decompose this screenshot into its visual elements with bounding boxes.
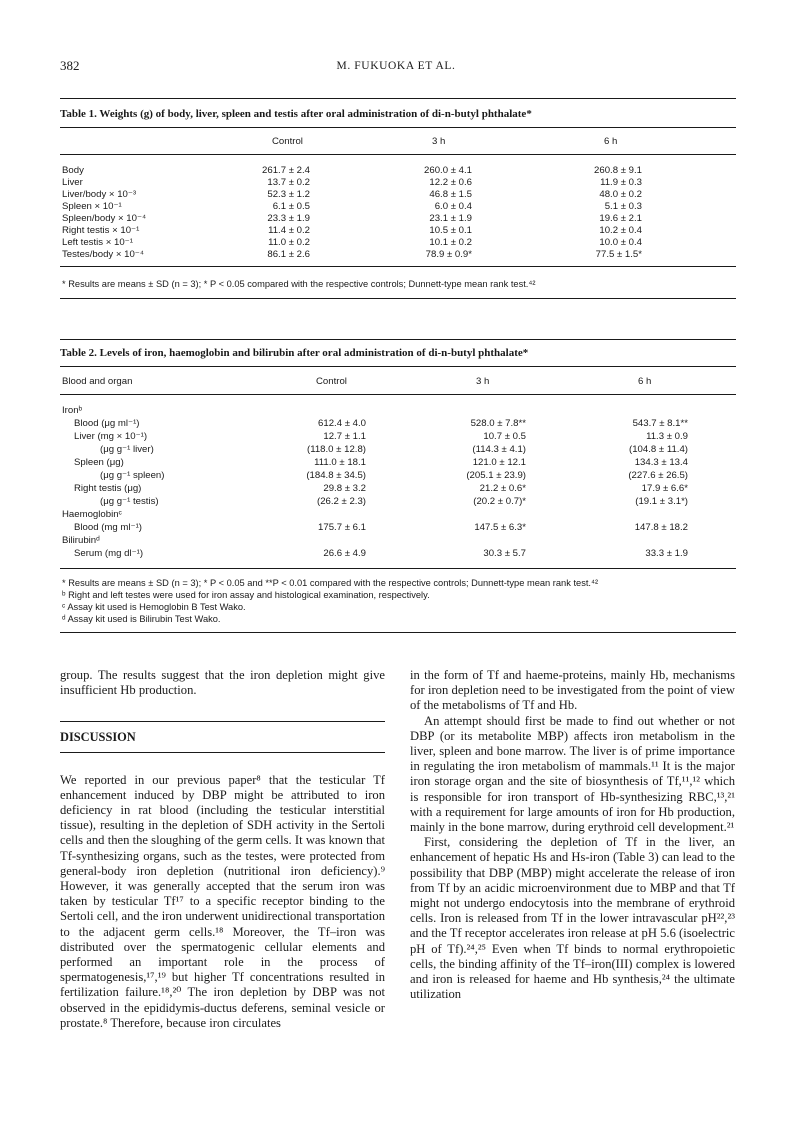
cell-3h: 260.0 ± 4.1 — [424, 165, 472, 176]
table1-body — [60, 165, 736, 261]
cell-6h: 48.0 ± 0.2 — [599, 189, 642, 200]
table2-caption-rule — [60, 366, 736, 367]
table1-caption-rule — [60, 127, 736, 128]
table-row — [60, 443, 736, 456]
table2-footnote-b: ᵇ Right and left testes were used for iron assay and histological examination, respectively. — [62, 590, 430, 600]
table2-top-rule — [60, 339, 736, 340]
row-label: Body — [62, 165, 84, 176]
table-row — [60, 225, 736, 237]
paragraph: We reported in our previous paper⁸ that the testicular Tf enhancement induced by DBP might be attributed to iron deficiency in rat blood (including the testicular interstitial tissue), resulting in the depletion of SDH activity in the Sertoli cells and then the sloughing of the germ cells. It was known that Tf-synthesizing organs, such as the testes, were protected from general-body iron depletion (nutritional iron deficiency).⁹ However, it was generally accepted that the serum iron was taken by testicular Tf¹⁷ to a specific receptor binding to the Sertoli cell, and the iron underwent unidirectional transportation to the adjacent germ cells.¹⁸ Moreover, the Tf–iron was distributed over the spermatogenic cellular elements and performed an important role in the process of spermatogenesis,¹⁷,¹⁹ but higher Tf concentrations resulted in fertilization failure.¹⁸,²⁰ The iron depletion by DBP was not observed in the epididymis-ductus deferens, seminal vesicle or prostate.⁸ Therefore, because iron circulates — [60, 772, 385, 1030]
cell-6h: 260.8 ± 9.1 — [594, 165, 642, 176]
cell-control: 612.4 ± 4.0 — [318, 418, 366, 429]
table1-top-rule — [60, 98, 736, 99]
cell-3h: 23.1 ± 1.9 — [429, 213, 472, 224]
cell-3h: 46.8 ± 1.5 — [429, 189, 472, 200]
table2-footnote-d: ᵈ Assay kit used is Bilirubin Test Wako. — [62, 614, 221, 624]
cell-6h: 19.6 ± 2.1 — [599, 213, 642, 224]
row-label: Blood (μg ml⁻¹) — [74, 418, 140, 429]
cell-3h: 10.1 ± 0.2 — [429, 237, 472, 248]
cell-control: 29.8 ± 3.2 — [323, 483, 366, 494]
cell-3h: 147.5 ± 6.3* — [474, 522, 526, 533]
table1-bottom-rule — [60, 266, 736, 267]
table2-col-organ: Blood and organ — [62, 376, 133, 387]
row-label: Left testis × 10⁻¹ — [62, 237, 133, 248]
row-label: Ironᵇ — [62, 405, 83, 416]
left-column — [60, 668, 385, 1031]
row-label: Liver (mg × 10⁻¹) — [74, 431, 148, 442]
cell-control: 12.7 ± 1.1 — [323, 431, 366, 442]
cell-3h: 10.7 ± 0.5 — [483, 431, 526, 442]
row-label: Spleen/body × 10⁻⁴ — [62, 213, 147, 224]
table-row — [60, 213, 736, 225]
table2-footnote-c: ᶜ Assay kit used is Hemoglobin B Test Wako. — [62, 602, 246, 612]
paragraph: An attempt should first be made to find out whether or not DBP (or its metabolite MBP) affects iron metabolism in the liver, spleen and bone marrow. The liver is of prime importance in regulating the iron metabolism of mammals.¹¹ It is the major iron storage organ and the site of biosynthesis of Tf,¹¹,¹² which is responsible for iron transport of Hb-synthesizing RBC,¹³,²¹ with a requirement for large amounts of iron for Hb production, mainly in the bone marrow, during erythroid cell development.²¹ — [410, 713, 735, 835]
paragraph: in the form of Tf and haeme-proteins, mainly Hb, mechanisms for iron depletion need to be investigated from the point of view of the metabolisms of Tf and Hb. — [410, 668, 735, 713]
cell-3h: (20.2 ± 0.7)* — [473, 496, 526, 507]
row-label: Liver — [62, 177, 83, 188]
table-row — [60, 404, 736, 417]
cell-3h: (114.3 ± 4.1) — [472, 444, 526, 455]
table1-caption: Table 1. Weights (g) of body, liver, spleen and testis after oral administration of di-n-butyl phthalate* — [60, 108, 532, 120]
running-head: M. FUKUOKA ET AL. — [336, 60, 456, 72]
cell-6h: (227.6 ± 26.5) — [628, 470, 688, 481]
cell-6h: 77.5 ± 1.5* — [595, 249, 642, 260]
table2-end-rule — [60, 632, 736, 633]
table-row — [60, 482, 736, 495]
table2-header — [60, 376, 736, 388]
page-number: 382 — [60, 58, 80, 73]
cell-6h: (19.1 ± 3.1*) — [635, 496, 688, 507]
row-label: Blood (mg ml⁻¹) — [74, 522, 142, 533]
cell-control: 261.7 ± 2.4 — [262, 165, 310, 176]
row-label: (μg g⁻¹ testis) — [100, 496, 159, 507]
cell-control: 111.0 ± 18.1 — [314, 457, 366, 468]
paragraph: group. The results suggest that the iron depletion might give insufficient Hb production. — [60, 668, 385, 698]
table-row — [60, 177, 736, 189]
table1-col-control: Control — [272, 136, 303, 147]
table2-col-3h: 3 h — [476, 376, 490, 387]
cell-6h: 147.8 ± 18.2 — [634, 522, 688, 533]
cell-control: 11.4 ± 0.2 — [268, 225, 310, 236]
table-row — [60, 417, 736, 430]
table1-col-3h: 3 h — [432, 136, 446, 147]
cell-6h: 10.0 ± 0.4 — [599, 237, 642, 248]
table2-col-6h: 6 h — [638, 376, 652, 387]
table-row — [60, 249, 736, 261]
row-label: Bilirubinᵈ — [62, 535, 100, 546]
table2-footnote-a: * Results are means ± SD (n = 3); * P < 0.05 and **P < 0.01 compared with the respective controls; Dunnett-type mean rank test.⁴² — [62, 578, 599, 588]
table1-col-6h: 6 h — [604, 136, 618, 147]
row-label: Spleen × 10⁻¹ — [62, 201, 122, 212]
cell-3h: 12.2 ± 0.6 — [429, 177, 472, 188]
table1-header — [60, 136, 736, 148]
cell-control: (118.0 ± 12.8) — [307, 444, 366, 455]
cell-control: 11.0 ± 0.2 — [268, 237, 310, 248]
row-label: Haemoglobinᶜ — [62, 509, 122, 520]
cell-3h: (205.1 ± 23.9) — [466, 470, 526, 481]
row-label: Serum (mg dl⁻¹) — [74, 548, 144, 559]
paragraph: First, considering the depletion of Tf in the liver, an enhancement of hepatic Hs and Hs-iron (Table 3) can lead to the possibility that DBP (MBP) might accelerate the release of iron from Tf by an acidic microenvironment due to MBP and that Tf might not undergo endocytosis into the membrane of erythroid cells. Iron is released from Tf in the lower intravascular pH²²,²³ and the Tf receptor accelerates iron release at pH 5.6 (isoelectric pH of Tf).²⁴,²⁵ Even when Tf binds to normal erythropoietic cells, the binding affinity of the Tf–iron(III) complex is lowered and iron is released for haeme and Hb synthesis,²⁴ the ultimate utilization — [410, 835, 735, 1002]
table-row — [60, 237, 736, 249]
cell-6h: 5.1 ± 0.3 — [604, 201, 642, 212]
table2-header-rule — [60, 394, 736, 395]
row-label: Testes/body × 10⁻⁴ — [62, 249, 144, 260]
cell-control: 52.3 ± 1.2 — [267, 189, 310, 200]
cell-6h: 17.9 ± 6.6* — [641, 483, 688, 494]
cell-control: 6.1 ± 0.5 — [272, 201, 310, 212]
cell-control: 26.6 ± 4.9 — [323, 548, 366, 559]
cell-6h: 543.7 ± 8.1** — [632, 418, 688, 429]
cell-6h: 134.3 ± 13.4 — [634, 457, 688, 468]
table-row — [60, 189, 736, 201]
discussion-heading: DISCUSSION — [60, 730, 136, 745]
table1-footnote: * Results are means ± SD (n = 3); * P < 0.05 compared with the respective controls; Dunnett-type mean rank test.⁴² — [62, 279, 536, 289]
row-label: (μg g⁻¹ spleen) — [100, 470, 165, 481]
table-row — [60, 508, 736, 521]
cell-3h: 78.9 ± 0.9* — [425, 249, 472, 260]
right-column — [410, 668, 735, 1002]
cell-3h: 30.3 ± 5.7 — [483, 548, 526, 559]
table2-caption: Table 2. Levels of iron, haemoglobin and bilirubin after oral administration of di-n-butyl phthalate* — [60, 347, 529, 359]
cell-3h: 21.2 ± 0.6* — [479, 483, 526, 494]
table-row — [60, 201, 736, 213]
cell-control: 86.1 ± 2.6 — [267, 249, 310, 260]
cell-3h: 121.0 ± 12.1 — [472, 457, 526, 468]
table2-body — [60, 404, 736, 560]
cell-control: 23.3 ± 1.9 — [267, 213, 310, 224]
table1-header-rule — [60, 154, 736, 155]
cell-6h: 11.3 ± 0.9 — [646, 431, 688, 442]
row-label: Liver/body × 10⁻³ — [62, 189, 137, 200]
table1-end-rule — [60, 298, 736, 299]
cell-6h: 10.2 ± 0.4 — [599, 225, 642, 236]
table-row — [60, 534, 736, 547]
cell-3h: 528.0 ± 7.8** — [470, 418, 526, 429]
table-row — [60, 495, 736, 508]
cell-6h: 33.3 ± 1.9 — [645, 548, 688, 559]
cell-control: (26.2 ± 2.3) — [317, 496, 366, 507]
table-row — [60, 521, 736, 534]
row-label: Right testis × 10⁻¹ — [62, 225, 140, 236]
table-row — [60, 469, 736, 482]
cell-control: (184.8 ± 34.5) — [306, 470, 366, 481]
cell-control: 175.7 ± 6.1 — [318, 522, 366, 533]
row-label: (μg g⁻¹ liver) — [100, 444, 154, 455]
table-row — [60, 165, 736, 177]
cell-3h: 6.0 ± 0.4 — [434, 201, 472, 212]
table2-col-control: Control — [316, 376, 347, 387]
row-label: Right testis (μg) — [74, 483, 142, 494]
table2-bottom-rule — [60, 568, 736, 569]
row-label: Spleen (μg) — [74, 457, 124, 468]
table-row — [60, 456, 736, 469]
cell-6h: 11.9 ± 0.3 — [600, 177, 642, 188]
cell-3h: 10.5 ± 0.1 — [429, 225, 472, 236]
cell-6h: (104.8 ± 11.4) — [629, 444, 688, 455]
table-row — [60, 430, 736, 443]
cell-control: 13.7 ± 0.2 — [267, 177, 310, 188]
table-row — [60, 547, 736, 560]
